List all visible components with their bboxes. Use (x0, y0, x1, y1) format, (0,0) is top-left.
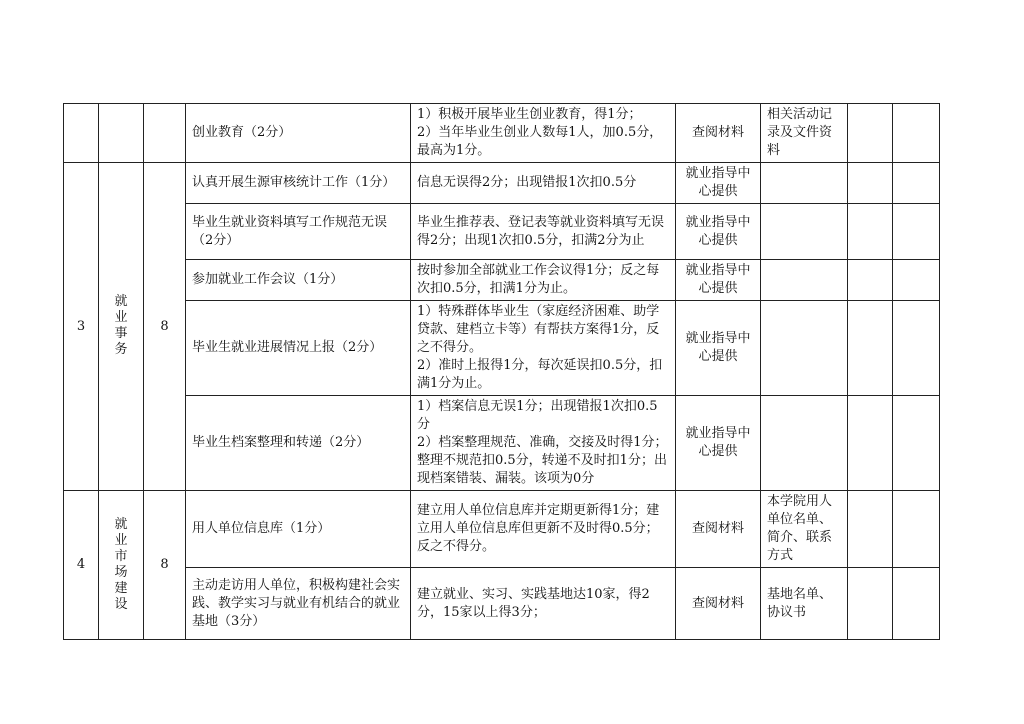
remark-cell (893, 260, 940, 301)
method-cell: 就业指导中心提供 (676, 396, 761, 491)
evidence-cell (761, 260, 848, 301)
evidence-cell (761, 163, 848, 204)
category-cell (99, 104, 144, 163)
method-cell: 查阅材料 (676, 568, 761, 640)
method-cell: 查阅材料 (676, 104, 761, 163)
score-cell (848, 301, 893, 396)
remark-cell (893, 204, 940, 260)
table-row (64, 568, 940, 640)
group-points: 8 (144, 491, 186, 640)
remark-cell (893, 568, 940, 640)
evidence-cell (761, 204, 848, 260)
item-cell: 认真开展生源审核统计工作（1分） (186, 163, 411, 204)
method-cell: 就业指导中心提供 (676, 260, 761, 301)
criteria-cell (411, 396, 676, 491)
group-category-text: 就业事务 (114, 294, 128, 357)
item-cell: 参加就业工作会议（1分） (186, 260, 411, 301)
criteria-line: 2）准时上报得1分，每次延误扣0.5分，扣满1分为止。 (417, 358, 663, 391)
item-cell: 主动走访用人单位，积极构建社会实践、教学实习与就业有机结合的就业基地（3分） (186, 568, 411, 640)
remark-cell (893, 163, 940, 204)
group-points: 8 (144, 163, 186, 491)
points-cell (144, 104, 186, 163)
score-cell (848, 163, 893, 204)
criteria-line: 1）档案信息无误1分；出现错报1次扣0.5分 (417, 399, 658, 432)
method-cell: 就业指导中心提供 (676, 204, 761, 260)
table-row (64, 163, 940, 204)
group-index: 4 (64, 491, 99, 640)
method-cell: 就业指导中心提供 (676, 301, 761, 396)
criteria-cell: 毕业生推荐表、登记表等就业资料填写无误得2分；出现1次扣0.5分，扣满2分为止 (411, 204, 676, 260)
item-cell: 毕业生档案整理和转递（2分） (186, 396, 411, 491)
score-cell (848, 260, 893, 301)
item-cell: 用人单位信息库（1分） (186, 491, 411, 568)
criteria-line: 1）特殊群体毕业生（家庭经济困难、助学贷款、建档立卡等）有帮扶方案得1分，反之不得分。 (417, 304, 660, 355)
group-index: 3 (64, 163, 99, 491)
evidence-cell: 基地名单、协议书 (761, 568, 848, 640)
remark-cell (893, 491, 940, 568)
group-category (99, 163, 144, 491)
score-cell (848, 491, 893, 568)
score-cell (848, 204, 893, 260)
remark-cell (893, 301, 940, 396)
criteria-cell: 信息无误得2分；出现错报1次扣0.5分 (411, 163, 676, 204)
evidence-cell (761, 396, 848, 491)
item-cell: 毕业生就业资料填写工作规范无误（2分） (186, 204, 411, 260)
score-cell (848, 104, 893, 163)
criteria-line: 2）档案整理规范、准确，交接及时得1分；整理不规范扣0.5分，转递不及时扣1分；出现档案错装、漏装。该项为0分 (417, 435, 668, 486)
evidence-cell (761, 301, 848, 396)
criteria-cell: 建立就业、实习、实践基地达10家，得2分，15家以上得3分； (411, 568, 676, 640)
method-cell: 查阅材料 (676, 491, 761, 568)
table-row (64, 491, 940, 568)
table-row (64, 301, 940, 396)
item-cell: 创业教育（2分） (186, 104, 411, 163)
evidence-cell: 相关活动记录及文件资料 (761, 104, 848, 163)
evaluation-table (63, 103, 940, 640)
remark-cell (893, 104, 940, 163)
criteria-cell (411, 301, 676, 396)
index-cell (64, 104, 99, 163)
table-row (64, 260, 940, 301)
criteria-cell (411, 104, 676, 163)
criteria-cell: 按时参加全部就业工作会议得1分；反之每次扣0.5分，扣满1分为止。 (411, 260, 676, 301)
group-category (99, 491, 144, 640)
criteria-cell: 建立用人单位信息库并定期更新得1分；建立用人单位信息库但更新不及时得0.5分；反之不得分。 (411, 491, 676, 568)
criteria-line: 1）积极开展毕业生创业教育，得1分； (417, 107, 642, 122)
table-row (64, 204, 940, 260)
score-cell (848, 568, 893, 640)
table-row (64, 396, 940, 491)
remark-cell (893, 396, 940, 491)
criteria-line: 2）当年毕业生创业人数每1人，加0.5分，最高为1分。 (417, 125, 663, 158)
evidence-cell: 本学院用人单位名单、简介、联系方式 (761, 491, 848, 568)
group-category-text: 就业市场建设 (114, 516, 128, 612)
method-cell: 就业指导中心提供 (676, 163, 761, 204)
table-row (64, 104, 940, 163)
score-cell (848, 396, 893, 491)
item-cell: 毕业生就业进展情况上报（2分） (186, 301, 411, 396)
